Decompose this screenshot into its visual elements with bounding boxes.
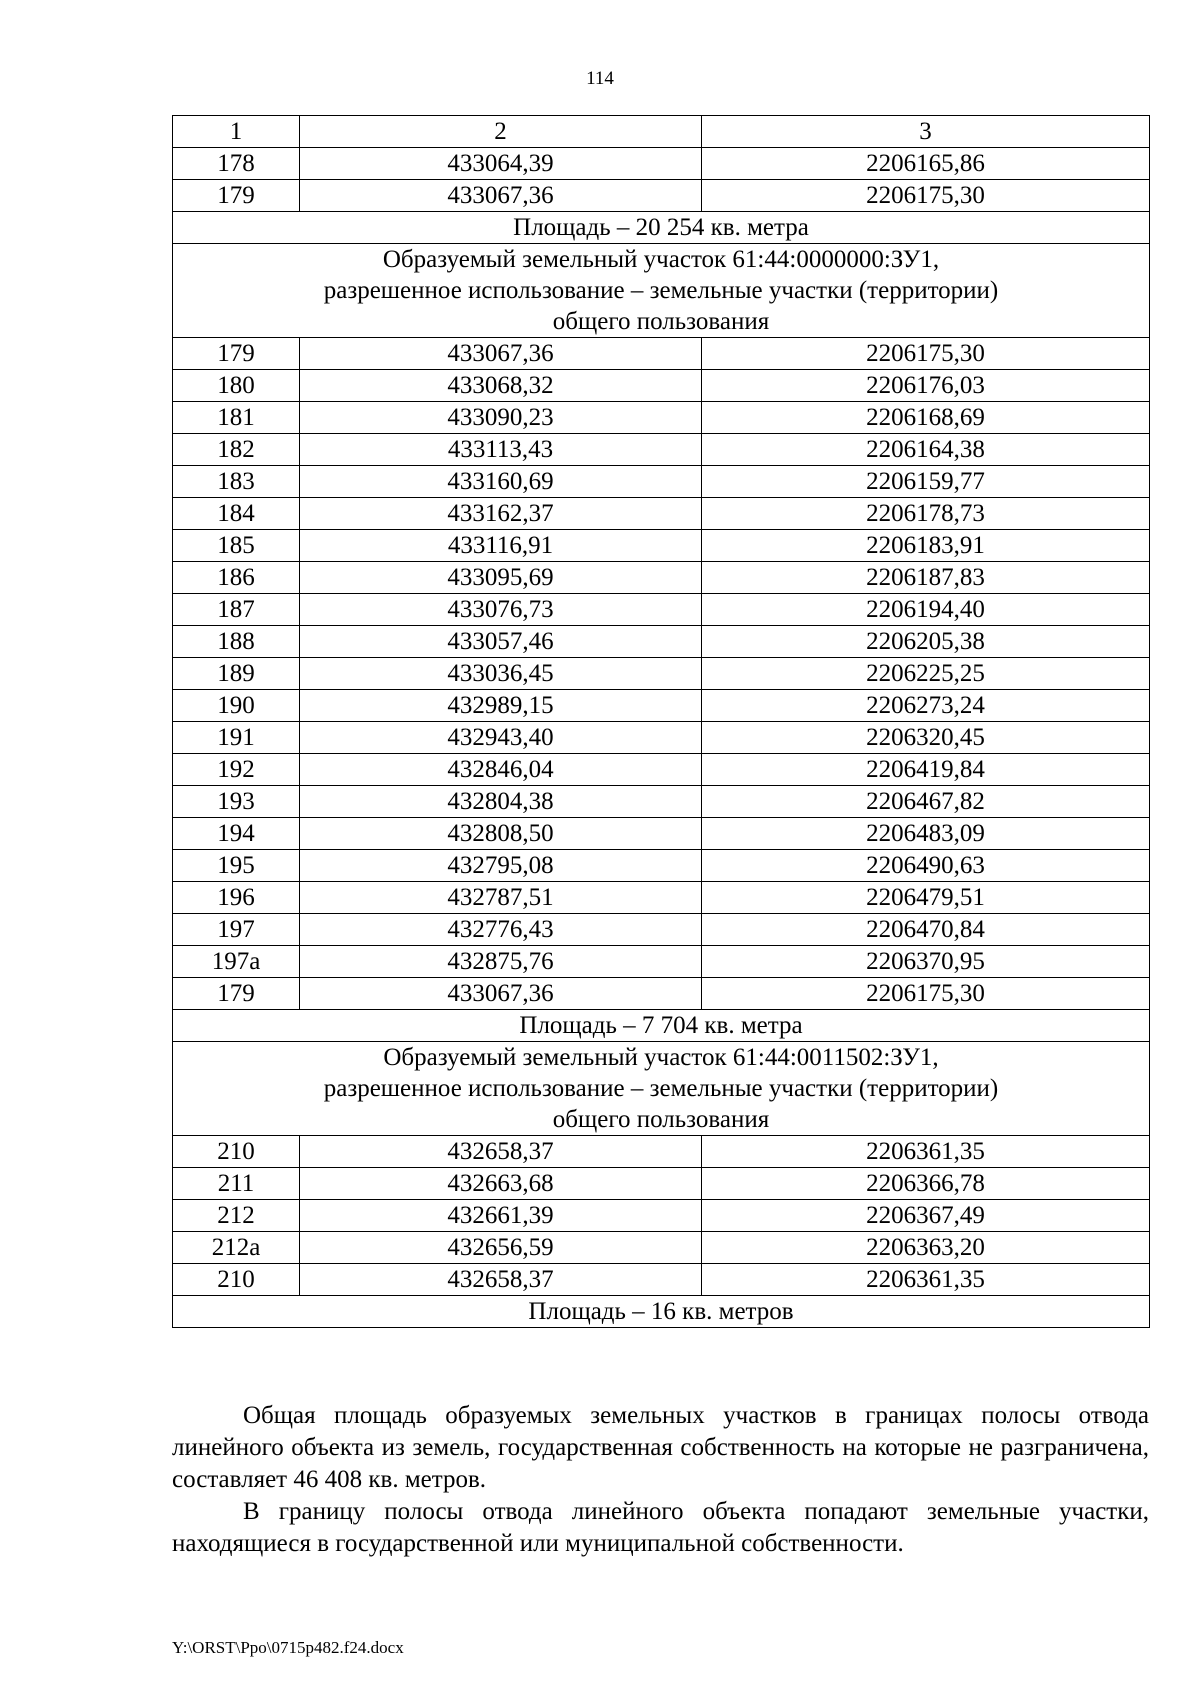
- table-row: [173, 690, 1150, 722]
- point-number-cell: 188: [173, 626, 300, 658]
- y-coordinate-cell: 2206361,35: [702, 1136, 1150, 1168]
- point-number-cell: 194: [173, 818, 300, 850]
- table-row: [173, 562, 1150, 594]
- section-text-line: общего пользования: [552, 1106, 770, 1133]
- y-coordinate-cell: 2206470,84: [702, 914, 1150, 946]
- y-coordinate-cell: 2206225,25: [702, 658, 1150, 690]
- x-coordinate-cell: 432663,68: [300, 1168, 702, 1200]
- section-text-line: общего пользования: [552, 308, 770, 335]
- x-coordinate-cell: 433067,36: [300, 338, 702, 370]
- y-coordinate-cell: 2206176,03: [702, 370, 1150, 402]
- table-row: [173, 850, 1150, 882]
- y-coordinate-cell: 2206164,38: [702, 434, 1150, 466]
- table-section-row: [173, 1042, 1150, 1136]
- table-row: [173, 1168, 1150, 1200]
- coordinates-table: [172, 115, 1150, 1328]
- section-text-line: Образуемый земельный участок 61:44:0011502:ЗУ1,: [383, 1044, 939, 1071]
- table-section-row: [173, 1296, 1150, 1328]
- y-coordinate-cell: 2206159,77: [702, 466, 1150, 498]
- point-number-cell: 179: [173, 180, 300, 212]
- table-section-row: [173, 244, 1150, 338]
- x-coordinate-cell: 432795,08: [300, 850, 702, 882]
- table-row: [173, 1264, 1150, 1296]
- y-coordinate-cell: 2206490,63: [702, 850, 1150, 882]
- x-coordinate-cell: 433067,36: [300, 180, 702, 212]
- x-coordinate-cell: 432787,51: [300, 882, 702, 914]
- y-coordinate-cell: 2206483,09: [702, 818, 1150, 850]
- y-coordinate-cell: 2206467,82: [702, 786, 1150, 818]
- point-number-cell: 189: [173, 658, 300, 690]
- point-number-cell: 211: [173, 1168, 300, 1200]
- y-coordinate-cell: 2206183,91: [702, 530, 1150, 562]
- section-text-line: разрешенное использование – земельные участки (территории): [323, 1075, 999, 1102]
- point-number-cell: 197: [173, 914, 300, 946]
- section-text-cell: [173, 1042, 1150, 1136]
- x-coordinate-cell: 433067,36: [300, 978, 702, 1010]
- x-coordinate-cell: 433160,69: [300, 466, 702, 498]
- point-number-cell: 178: [173, 148, 300, 180]
- table-row: [173, 722, 1150, 754]
- x-coordinate-cell: 433057,46: [300, 626, 702, 658]
- point-number-cell: 182: [173, 434, 300, 466]
- x-coordinate-cell: 433090,23: [300, 402, 702, 434]
- x-coordinate-cell: 432808,50: [300, 818, 702, 850]
- x-coordinate-cell: 433036,45: [300, 658, 702, 690]
- section-text-cell: [173, 1296, 1150, 1328]
- table-row: [173, 530, 1150, 562]
- x-coordinate-cell: 432776,43: [300, 914, 702, 946]
- header-cell: 2: [300, 116, 702, 148]
- section-text-cell: [173, 1010, 1150, 1042]
- y-coordinate-cell: 2206187,83: [702, 562, 1150, 594]
- point-number-cell: 192: [173, 754, 300, 786]
- point-number-cell: 191: [173, 722, 300, 754]
- y-coordinate-cell: 2206175,30: [702, 338, 1150, 370]
- y-coordinate-cell: 2206479,51: [702, 882, 1150, 914]
- paragraph-total-area: Общая площадь образуемых земельных участков в границах полосы отвода линейного объекта из земель, государственная собственность на которые не разграничена, составляет 46 408 кв. метров.: [172, 1402, 1149, 1493]
- section-text-line: Образуемый земельный участок 61:44:0000000:ЗУ1,: [382, 246, 940, 273]
- point-number-cell: 210: [173, 1136, 300, 1168]
- section-text-line: Площадь – 20 254 кв. метра: [513, 214, 809, 241]
- x-coordinate-cell: 433116,91: [300, 530, 702, 562]
- body-text: [172, 1400, 1149, 1560]
- point-number-cell: 212: [173, 1200, 300, 1232]
- y-coordinate-cell: 2206419,84: [702, 754, 1150, 786]
- x-coordinate-cell: 433162,37: [300, 498, 702, 530]
- table-row: [173, 498, 1150, 530]
- point-number-cell: 179: [173, 978, 300, 1010]
- table-row: [173, 626, 1150, 658]
- table-row: [173, 402, 1150, 434]
- table-section-row: [173, 212, 1150, 244]
- point-number-cell: 197а: [173, 946, 300, 978]
- y-coordinate-cell: 2206370,95: [702, 946, 1150, 978]
- y-coordinate-cell: 2206168,69: [702, 402, 1150, 434]
- paragraph-boundary: В границу полосы отвода линейного объекта попадают земельные участки, находящиеся в государственной или муниципальной собственности.: [172, 1498, 1149, 1557]
- table-row: [173, 754, 1150, 786]
- page-number: 114: [586, 68, 614, 89]
- table-row: [173, 180, 1150, 212]
- point-number-cell: 181: [173, 402, 300, 434]
- point-number-cell: 190: [173, 690, 300, 722]
- y-coordinate-cell: 2206175,30: [702, 180, 1150, 212]
- table-row: [173, 338, 1150, 370]
- table-row: [173, 1232, 1150, 1264]
- table-row: [173, 658, 1150, 690]
- table-row: [173, 434, 1150, 466]
- y-coordinate-cell: 2206363,20: [702, 1232, 1150, 1264]
- point-number-cell: 179: [173, 338, 300, 370]
- point-number-cell: 183: [173, 466, 300, 498]
- x-coordinate-cell: 433064,39: [300, 148, 702, 180]
- y-coordinate-cell: 2206366,78: [702, 1168, 1150, 1200]
- coordinates-table-body: [173, 116, 1150, 1328]
- x-coordinate-cell: 433095,69: [300, 562, 702, 594]
- table-row: [173, 370, 1150, 402]
- y-coordinate-cell: 2206320,45: [702, 722, 1150, 754]
- y-coordinate-cell: 2206205,38: [702, 626, 1150, 658]
- table-row: [173, 818, 1150, 850]
- section-text-line: Площадь – 7 704 кв. метра: [519, 1012, 803, 1039]
- table-row: [173, 1200, 1150, 1232]
- y-coordinate-cell: 2206194,40: [702, 594, 1150, 626]
- point-number-cell: 185: [173, 530, 300, 562]
- x-coordinate-cell: 432658,37: [300, 1264, 702, 1296]
- table-row: [173, 1136, 1150, 1168]
- table-row: [173, 786, 1150, 818]
- x-coordinate-cell: 432989,15: [300, 690, 702, 722]
- point-number-cell: 180: [173, 370, 300, 402]
- table-row: [173, 914, 1150, 946]
- x-coordinate-cell: 432658,37: [300, 1136, 702, 1168]
- x-coordinate-cell: 432846,04: [300, 754, 702, 786]
- point-number-cell: 212а: [173, 1232, 300, 1264]
- point-number-cell: 193: [173, 786, 300, 818]
- y-coordinate-cell: 2206178,73: [702, 498, 1150, 530]
- section-text-line: разрешенное использование – земельные участки (территории): [323, 277, 999, 304]
- point-number-cell: 184: [173, 498, 300, 530]
- x-coordinate-cell: 432661,39: [300, 1200, 702, 1232]
- table-row: [173, 882, 1150, 914]
- header-cell: 3: [702, 116, 1150, 148]
- x-coordinate-cell: 432804,38: [300, 786, 702, 818]
- point-number-cell: 187: [173, 594, 300, 626]
- y-coordinate-cell: 2206175,30: [702, 978, 1150, 1010]
- y-coordinate-cell: 2206273,24: [702, 690, 1150, 722]
- x-coordinate-cell: 433076,73: [300, 594, 702, 626]
- y-coordinate-cell: 2206165,86: [702, 148, 1150, 180]
- point-number-cell: 186: [173, 562, 300, 594]
- section-text-cell: [173, 244, 1150, 338]
- section-text-line: Площадь – 16 кв. метров: [528, 1298, 794, 1325]
- x-coordinate-cell: 432875,76: [300, 946, 702, 978]
- point-number-cell: 210: [173, 1264, 300, 1296]
- table-row: [173, 594, 1150, 626]
- x-coordinate-cell: 433068,32: [300, 370, 702, 402]
- table-section-row: [173, 1010, 1150, 1042]
- x-coordinate-cell: 433113,43: [300, 434, 702, 466]
- point-number-cell: 195: [173, 850, 300, 882]
- y-coordinate-cell: 2206361,35: [702, 1264, 1150, 1296]
- section-text-cell: [173, 212, 1150, 244]
- table-row: [173, 148, 1150, 180]
- table-header-row: [173, 116, 1150, 148]
- table-row: [173, 466, 1150, 498]
- x-coordinate-cell: 432656,59: [300, 1232, 702, 1264]
- footer-file-path: Y:\ORST\Ppo\0715p482.f24.docx: [172, 1638, 404, 1657]
- point-number-cell: 196: [173, 882, 300, 914]
- table-row: [173, 946, 1150, 978]
- header-cell: 1: [173, 116, 300, 148]
- x-coordinate-cell: 432943,40: [300, 722, 702, 754]
- y-coordinate-cell: 2206367,49: [702, 1200, 1150, 1232]
- table-row: [173, 978, 1150, 1010]
